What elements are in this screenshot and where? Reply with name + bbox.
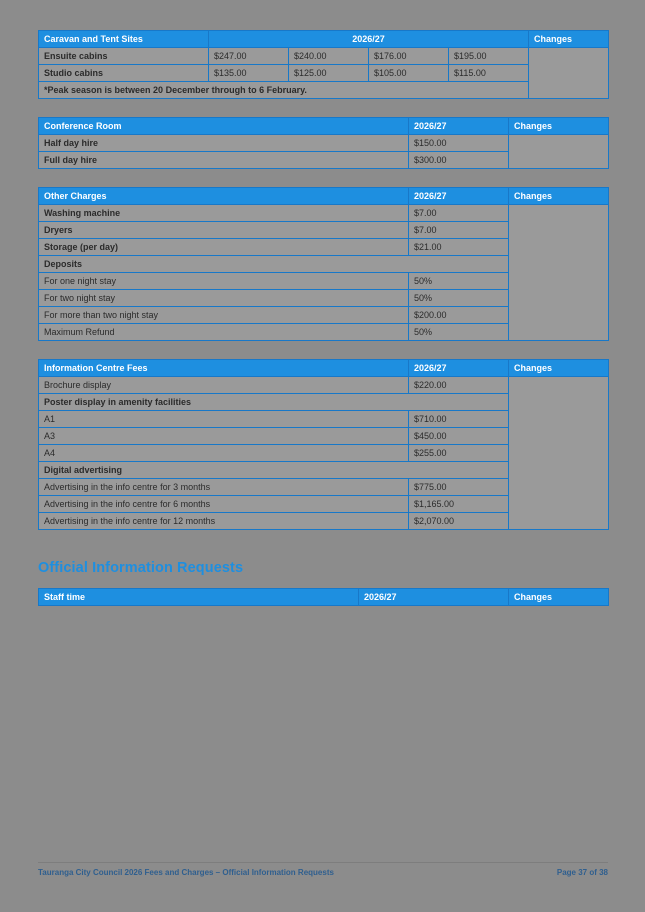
row-label: Brochure display	[39, 377, 409, 394]
col-header-changes: Changes	[529, 31, 609, 48]
table-row	[39, 135, 609, 152]
cell-changes	[509, 411, 609, 428]
row-label: Poster display in amenity facilities	[39, 394, 509, 411]
row-label: Half day hire	[39, 135, 409, 152]
cell-changes	[509, 222, 609, 239]
col-header-year: 2026/27	[209, 31, 529, 48]
table-note-row	[39, 82, 609, 99]
cell-value: $450.00	[409, 428, 509, 445]
col-header-year: 2026/27	[409, 188, 509, 205]
table-conference-room	[38, 117, 609, 169]
row-label: For one night stay	[39, 273, 409, 290]
table-row	[39, 445, 609, 462]
cell-value: $150.00	[409, 135, 509, 152]
table-staff-time	[38, 588, 609, 606]
cell-value: $710.00	[409, 411, 509, 428]
col-header-changes: Changes	[509, 589, 609, 606]
col-header-year: 2026/27	[409, 118, 509, 135]
row-label: Storage (per day)	[39, 239, 409, 256]
table-header-row	[39, 31, 609, 48]
table-row	[39, 222, 609, 239]
row-label: A3	[39, 428, 409, 445]
table-header-row	[39, 589, 609, 606]
cell-changes	[509, 152, 609, 169]
table-row	[39, 290, 609, 307]
cell-value: $300.00	[409, 152, 509, 169]
table-header-row	[39, 360, 609, 377]
cell-value: $2,070.00	[409, 513, 509, 530]
cell-changes	[509, 462, 609, 479]
table-row	[39, 307, 609, 324]
cell-value: $775.00	[409, 479, 509, 496]
table-row	[39, 205, 609, 222]
cell-value: $135.00	[209, 65, 289, 82]
table-row	[39, 48, 609, 65]
row-label: A4	[39, 445, 409, 462]
cell-changes	[509, 445, 609, 462]
row-label: Deposits	[39, 256, 509, 273]
col-header-category: Staff time	[39, 589, 359, 606]
col-header-category: Information Centre Fees	[39, 360, 409, 377]
table-caravan-and-tent-sites	[38, 30, 609, 99]
cell-changes	[509, 307, 609, 324]
cell-value: $1,165.00	[409, 496, 509, 513]
table-subheader-row	[39, 256, 609, 273]
table-header-row	[39, 118, 609, 135]
cell-value: $21.00	[409, 239, 509, 256]
table-row	[39, 513, 609, 530]
col-header-category: Caravan and Tent Sites	[39, 31, 209, 48]
table-note: *Peak season is between 20 December through to 6 February.	[39, 82, 529, 99]
col-header-changes: Changes	[509, 188, 609, 205]
footer-page-number: Page 37 of 38	[556, 868, 608, 877]
cell-changes	[529, 82, 609, 99]
row-label: Advertising in the info centre for 3 months	[39, 479, 409, 496]
cell-changes	[509, 135, 609, 152]
cell-value: $247.00	[209, 48, 289, 65]
table-row	[39, 152, 609, 169]
cell-changes	[509, 377, 609, 394]
col-header-changes: Changes	[509, 118, 609, 135]
cell-value: $176.00	[369, 48, 449, 65]
table-row	[39, 377, 609, 394]
cell-changes	[509, 496, 609, 513]
cell-value: 50%	[409, 290, 509, 307]
cell-value: $105.00	[369, 65, 449, 82]
table-subheader-row	[39, 394, 609, 411]
cell-value: $7.00	[409, 222, 509, 239]
row-label: Washing machine	[39, 205, 409, 222]
cell-value: $7.00	[409, 205, 509, 222]
table-subheader-row	[39, 462, 609, 479]
cell-value: 50%	[409, 324, 509, 341]
row-label: Ensuite cabins	[39, 48, 209, 65]
table-row	[39, 428, 609, 445]
table-other-charges	[38, 187, 609, 341]
document-content	[38, 30, 608, 624]
cell-changes	[509, 239, 609, 256]
cell-changes	[509, 273, 609, 290]
col-header-year: 2026/27	[359, 589, 509, 606]
cell-changes	[509, 479, 609, 496]
cell-changes	[529, 48, 609, 65]
cell-changes	[509, 428, 609, 445]
table-row	[39, 324, 609, 341]
col-header-category: Conference Room	[39, 118, 409, 135]
cell-changes	[509, 324, 609, 341]
cell-value: 50%	[409, 273, 509, 290]
row-label: Maximum Refund	[39, 324, 409, 341]
page-footer	[38, 862, 608, 877]
cell-value: $220.00	[409, 377, 509, 394]
cell-value: $240.00	[289, 48, 369, 65]
cell-changes	[509, 513, 609, 530]
table-header-row	[39, 188, 609, 205]
row-label: Full day hire	[39, 152, 409, 169]
col-header-category: Other Charges	[39, 188, 409, 205]
table-row	[39, 273, 609, 290]
col-header-changes: Changes	[509, 360, 609, 377]
cell-changes	[509, 256, 609, 273]
cell-value: $125.00	[289, 65, 369, 82]
cell-changes	[509, 394, 609, 411]
cell-value: $255.00	[409, 445, 509, 462]
row-label: Studio cabins	[39, 65, 209, 82]
row-label: Digital advertising	[39, 462, 509, 479]
row-label: Advertising in the info centre for 12 months	[39, 513, 409, 530]
table-row	[39, 496, 609, 513]
table-information-centre-fees	[38, 359, 609, 530]
table-row	[39, 411, 609, 428]
table-row	[39, 65, 609, 82]
cell-value: $195.00	[449, 48, 529, 65]
footer-left-text: Tauranga City Council 2026 Fees and Charges – Official Information Requests	[38, 868, 334, 877]
cell-changes	[509, 205, 609, 222]
cell-value: $200.00	[409, 307, 509, 324]
table-row	[39, 479, 609, 496]
cell-changes	[509, 290, 609, 307]
row-label: A1	[39, 411, 409, 428]
page-title: Official Information Requests	[38, 560, 244, 576]
cell-changes	[529, 65, 609, 82]
row-label: For two night stay	[39, 290, 409, 307]
row-label: For more than two night stay	[39, 307, 409, 324]
col-header-year: 2026/27	[409, 360, 509, 377]
row-label: Advertising in the info centre for 6 months	[39, 496, 409, 513]
cell-value: $115.00	[449, 65, 529, 82]
row-label: Dryers	[39, 222, 409, 239]
table-row	[39, 239, 609, 256]
